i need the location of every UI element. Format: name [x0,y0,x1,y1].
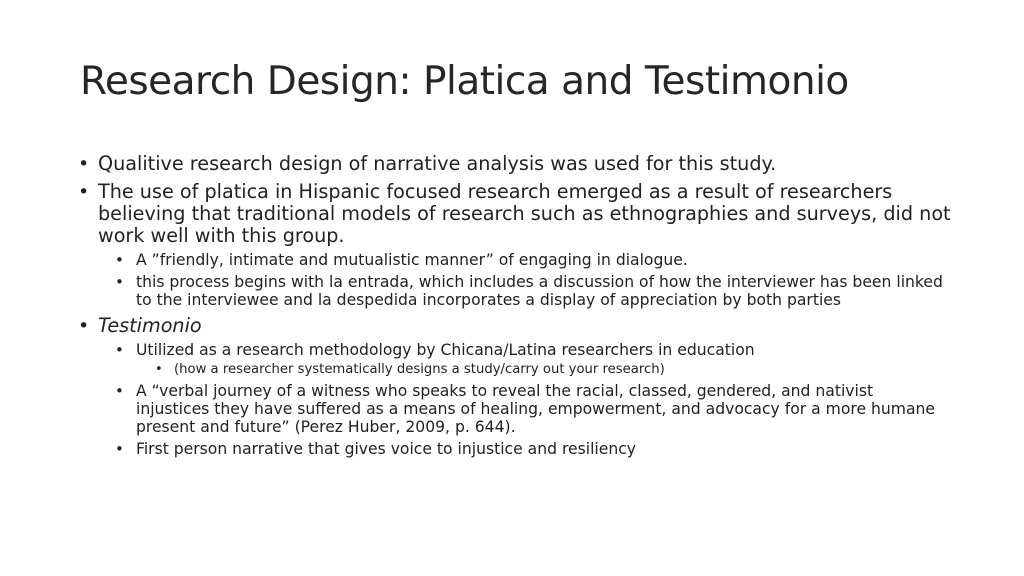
bullet-testimonio-text: Testimonio [98,314,202,337]
bullet-qualitative-design: • Qualitive research design of narrative analysis was used for this study. [76,153,951,175]
subbullet-testimonio-first-person: • First person narrative that gives voice to injustice and resiliency [76,440,951,458]
subbullet-platica-friendly: • A ”friendly, intimate and mutualistic manner” of engaging in dialogue. [76,251,951,269]
subbullet-testimonio-methodology: • Utilized as a research methodology by Chicana/Latina researchers in education [76,341,951,359]
slide-content [76,153,951,458]
subsubbullet-testimonio-design-note: • (how a researcher systematically designs a study/carry out your research) [76,362,951,378]
subbullet-testimonio-definition: • A “verbal journey of a witness who speaks to reveal the racial, classed, gendered, and nativist injustices they have suffered as a means of healing, empowerment, and advocacy for a more humane present and future” (Perez Huber, 2009, p. 644). [76,382,951,436]
bullet-platica-text: The use of platica in Hispanic focused research emerged as a result of researchers believing that traditional models of research such as ethnographies and surveys, did not work well with this group. [98,180,951,247]
bullet-testimonio [76,315,951,337]
bullet-platica [76,181,951,247]
bullet-list [76,153,951,458]
subbullet-platica-process: • this process begins with la entrada, which includes a discussion of how the interviewer has been linked to the interviewee and la despedida incorporates a display of appreciation by both parties [76,273,951,309]
slide-title: Research Design: Platica and Testimonio [80,59,849,104]
